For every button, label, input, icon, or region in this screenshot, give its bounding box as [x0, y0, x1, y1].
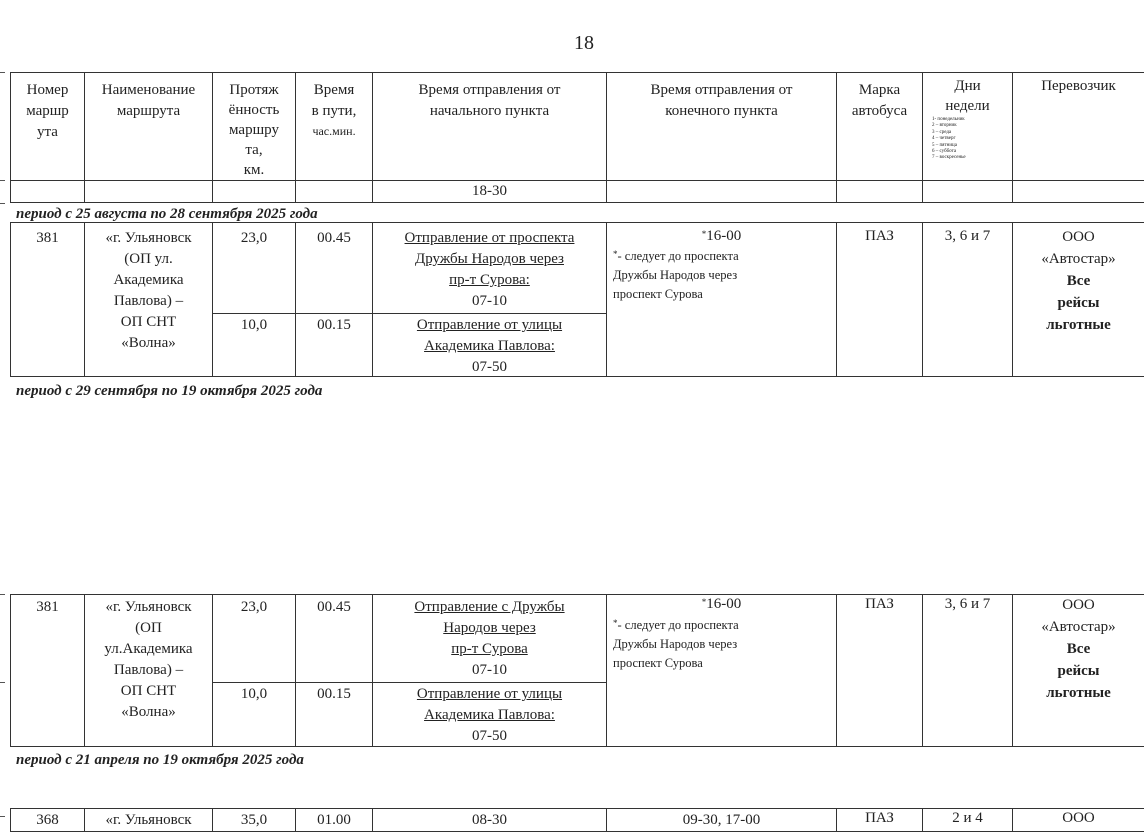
dep-end-note: *- следует до проспекта Дружбы Народов через проспект Сурова: [613, 249, 739, 301]
margin-tick: [0, 594, 5, 595]
header-route-name: Наименование маршрута: [101, 82, 196, 119]
period-label: период с 29 сентября по 19 октября 2025 года: [16, 383, 323, 399]
carrier: ООО «Автостар» Все рейсы льготные: [1041, 597, 1116, 701]
header-days: Дни недели: [945, 78, 990, 114]
leftover-dep-start: 18-30: [472, 183, 507, 199]
table-rule: [836, 594, 837, 746]
header-dep-start: Время отправления от начального пункта: [418, 82, 561, 119]
bus-model: ПАЗ: [865, 596, 894, 612]
route-number: 381: [36, 599, 59, 615]
margin-tick: [0, 816, 5, 817]
dep-end-time: *16-00: [701, 228, 742, 244]
header-route-no: Номер маршр ута: [26, 82, 69, 140]
route-name: «г. Ульяновск: [105, 812, 192, 828]
travel-time: 00.15: [317, 686, 351, 702]
travel-time: 00.45: [317, 599, 351, 615]
margin-tick: [0, 180, 5, 181]
travel-time: 00.45: [317, 230, 351, 246]
route-length: 23,0: [240, 230, 268, 246]
page-number: 18: [574, 32, 594, 54]
header-bus: Марка автобуса: [851, 82, 908, 119]
route-number: 381: [36, 230, 59, 246]
dep-start-cell: Отправление от проспекта Дружбы Народов через пр-т Сурова: 07-10: [404, 230, 575, 309]
period-label: период с 21 апреля по 19 октября 2025 года: [16, 752, 304, 768]
bus-model: ПАЗ: [865, 810, 894, 826]
route-length: 10,0: [240, 686, 268, 702]
dep-end-time: 09-30, 17-00: [682, 812, 761, 828]
dep-end-note: *- следует до проспекта Дружбы Народов через проспект Сурова: [613, 618, 739, 670]
route-length: 10,0: [240, 317, 268, 333]
margin-tick: [0, 72, 5, 73]
days-of-week: 3, 6 и 7: [944, 596, 991, 612]
header-carrier: Перевозчик: [1041, 78, 1116, 94]
route-name: «г. Ульяновск (ОП ул. Академика Павлова) – ОП СНТ «Волна»: [105, 230, 192, 351]
bus-model: ПАЗ: [865, 228, 894, 244]
margin-tick: [0, 203, 5, 204]
header-length: Протяж ённость маршру та, км.: [228, 82, 280, 178]
table-rule: [10, 202, 1144, 203]
dep-end-time: *16-00: [701, 596, 742, 612]
dep-start-cell: Отправление с Дружбы Народов через пр-т Сурова 07-10: [414, 599, 565, 678]
header-travel-time: Время в пути, час.мин.: [311, 82, 357, 138]
table-rule: [10, 831, 1144, 832]
dep-start-cell: Отправление от улицы Академика Павлова: 07-50: [416, 686, 563, 744]
route-name: «г. Ульяновск (ОП ул.Академика Павлова) – ОП СНТ «Волна»: [104, 599, 193, 720]
carrier: ООО: [1062, 810, 1095, 826]
dep-start-cell: 08-30: [472, 812, 507, 828]
travel-time: 00.15: [317, 317, 351, 333]
days-of-week: 2 и 4: [952, 810, 983, 826]
table-rule: [212, 313, 606, 314]
travel-time: 01.00: [317, 812, 351, 828]
table-rule: [10, 72, 1144, 73]
dep-start-cell: Отправление от улицы Академика Павлова: 07-50: [416, 317, 563, 375]
route-length: 35,0: [240, 812, 268, 828]
table-rule: [922, 594, 923, 746]
days-legend: 1- понедельник 2 – вторник 3 – среда 4 – четверг 5 – пятница 6 – суббота 7 – воскресенье: [932, 117, 966, 161]
carrier: ООО «Автостар» Все рейсы льготные: [1041, 229, 1116, 333]
table-rule: [606, 594, 607, 746]
route-number: 368: [36, 812, 59, 828]
days-of-week: 3, 6 и 7: [944, 228, 991, 244]
period-label: период с 25 августа по 28 сентября 2025 года: [16, 206, 318, 222]
header-dep-end: Время отправления от конечного пункта: [650, 82, 793, 119]
route-length: 23,0: [240, 599, 268, 615]
table-rule: [212, 682, 606, 683]
margin-tick: [0, 682, 5, 683]
